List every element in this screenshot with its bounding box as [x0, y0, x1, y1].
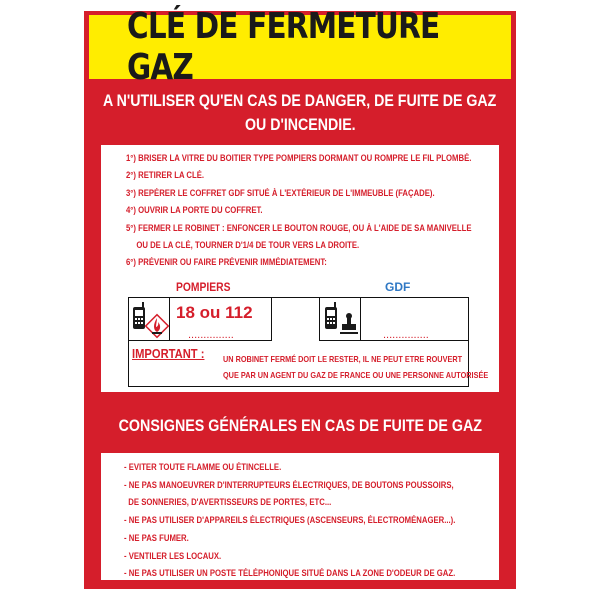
step-item: 5°) FERMER LE ROBINET : ENFONCER LE BOUTON ROUGE, OU À L'AIDE DE SA MANIVELLE — [126, 222, 472, 233]
step-item: 2°) RETIRER LA CLÉ. — [126, 170, 205, 181]
steps-list — [126, 150, 496, 272]
warning-banner — [89, 84, 511, 142]
phone-icon — [133, 302, 145, 329]
consigne-item: - VENTILER LES LOCAUX. — [124, 550, 222, 561]
consignes-banner — [89, 405, 511, 447]
important-label: IMPORTANT : — [132, 346, 205, 361]
consigne-item: - NE PAS UTILISER D'APPAREILS ÉLECTRIQUES (ASCENSEURS, ÉLECTROMÉNAGER...). — [124, 515, 456, 526]
consigne-item: - EVITER TOUTE FLAMME OU ÉTINCELLE. — [124, 462, 282, 472]
pompiers-icons — [129, 298, 169, 340]
fire-icon — [146, 315, 169, 338]
step-item: 6°) PRÉVENIR OU FAIRE PRÉVENIR IMMÉDIATEMENT: — [126, 257, 327, 268]
warning-line-2: OU D'INCENDIE. — [244, 116, 356, 134]
gdf-label: GDF — [385, 280, 411, 294]
pompiers-number: 18 ou 112 — [176, 303, 253, 322]
step-item: 4°) OUVRIR LA PORTE DU COFFRET. — [126, 205, 263, 216]
gdf-blank-line: ............... — [383, 329, 429, 341]
consigne-item: - NE PAS UTILISER UN POSTE TÉLÉPHONIQUE SITUÉ DANS LA ZONE D'ODEUR DE GAZ. — [124, 568, 456, 579]
important-text — [223, 351, 488, 383]
gdf-icon-box — [319, 297, 361, 341]
consigne-item: - NE PAS FUMER. — [124, 532, 189, 543]
consignes-list — [124, 459, 494, 583]
phone-icon — [325, 302, 337, 329]
pompiers-icon-box — [128, 297, 170, 341]
step-item: 3°) REPÉRER LE COFFRET GDF SITUÉ À L'EXTÉRIEUR DE L'IMMEUBLE (FAÇADE). — [126, 187, 435, 198]
consigne-item: DE SONNERIES, D'AVERTISSEURS DE PORTES, ETC... — [128, 497, 332, 508]
step-item: 1°) BRISER LA VITRE DU BOITIER TYPE POMPIERS DORMANT OU ROMPRE LE FIL PLOMBÉ. — [126, 153, 472, 163]
important-line-2: QUE PAR UN AGENT DU GAZ DE FRANCE OU UNE PERSONNE AUTORISÉE — [223, 370, 489, 380]
warning-line-1: A N'UTILISER QU'EN CAS DE DANGER, DE FUITE DE GAZ — [103, 92, 497, 110]
gas-valve-icon — [340, 313, 358, 334]
pompiers-blank-line: ............... — [188, 329, 234, 341]
gdf-icons — [320, 298, 360, 340]
consignes-title: CONSIGNES GÉNÉRALES EN CAS DE FUITE DE GAZ — [118, 416, 482, 435]
sign-title-text: CLÉ DE FERMETURE GAZ — [126, 6, 440, 88]
consigne-item: - NE PAS MANOEUVRER D'INTERRUPTEURS ÉLECTRIQUES, DE BOUTONS POUSSOIRS, — [124, 479, 454, 490]
step-item: OU DE LA CLÉ, TOURNER D'1/4 DE TOUR VERS LA DROITE. — [136, 240, 360, 251]
sign-title — [89, 6, 511, 88]
pompiers-label: POMPIERS — [176, 280, 231, 294]
important-line-1: UN ROBINET FERMÉ DOIT LE RESTER, IL NE PEUT ETRE ROUVERT — [223, 354, 463, 364]
